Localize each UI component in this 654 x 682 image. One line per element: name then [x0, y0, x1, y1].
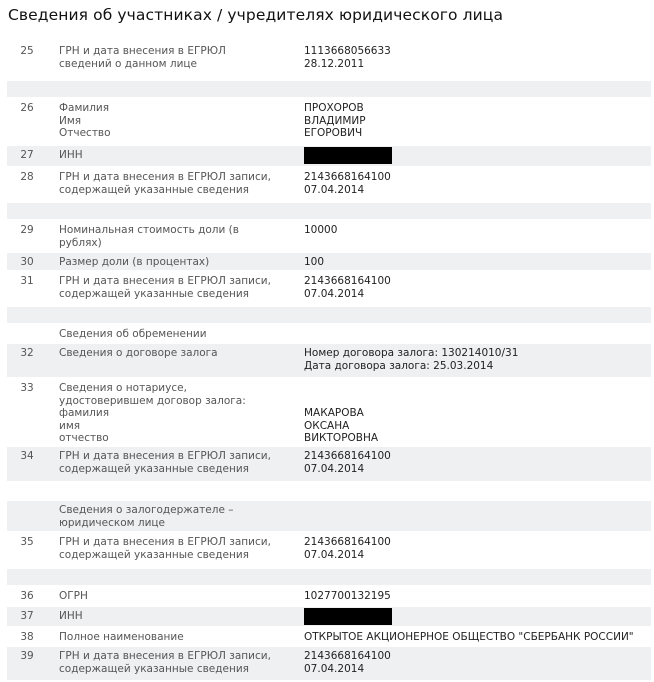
row-label: ГРН и дата внесения в ЕГРЮЛ сведений о данном лице	[59, 45, 226, 70]
row-label: ГРН и дата внесения в ЕГРЮЛ записи, содержащей указанные сведения	[59, 450, 271, 475]
row-label: ОГРН	[59, 590, 88, 602]
row-value: 2143668164100 07.04.2014	[304, 450, 391, 475]
table-row	[7, 344, 651, 379]
row-number: 30	[20, 256, 34, 268]
row-label: Сведения о нотариусе, удостоверившем договор залога: фамилия имя отчество	[59, 382, 246, 444]
row-value: 100	[304, 256, 325, 268]
row-number: 32	[20, 347, 34, 359]
row-number: 31	[20, 275, 34, 287]
row-number: 36	[20, 590, 34, 602]
row-value: 2143668164100 07.04.2014	[304, 171, 391, 196]
row-number: 28	[20, 171, 34, 183]
row-number: 39	[20, 650, 34, 662]
row-number: 27	[20, 149, 34, 161]
row-value: 1113668056633 28.12.2011	[304, 45, 391, 70]
table-row	[7, 607, 651, 628]
row-label: Сведения об обременении	[59, 328, 207, 340]
table-row	[7, 325, 651, 344]
row-label: ИНН	[59, 149, 83, 161]
row-number: 34	[20, 450, 34, 462]
table-row	[7, 81, 651, 99]
table-row	[7, 307, 651, 325]
row-label: ГРН и дата внесения в ЕГРЮЛ записи, содержащей указанные сведения	[59, 275, 271, 300]
row-label: Сведения о залогодержателе – юридическом лице	[59, 504, 234, 529]
table-row	[7, 203, 651, 221]
row-label: ГРН и дата внесения в ЕГРЮЛ записи, содержащей указанные сведения	[59, 536, 271, 561]
row-value: 2143668164100 07.04.2014	[304, 650, 391, 675]
row-value: ОТКРЫТОЕ АКЦИОНЕРНОЕ ОБЩЕСТВО "СБЕРБАНК РОССИИ"	[304, 631, 634, 643]
row-label: Размер доли (в процентах)	[59, 256, 210, 268]
row-label: ИНН	[59, 610, 83, 622]
row-value: Номер договора залога: 130214010/31 Дата договора залога: 25.03.2014	[304, 347, 519, 372]
table-row	[7, 501, 651, 533]
table-row	[7, 42, 651, 81]
row-label: ГРН и дата внесения в ЕГРЮЛ записи, содержащей указанные сведения	[59, 650, 271, 675]
participants-table	[7, 42, 651, 682]
redacted-value	[304, 608, 392, 625]
table-row	[7, 483, 651, 501]
table-row	[7, 628, 651, 647]
page-title: Сведения об участниках / учредителях юридического лица	[8, 6, 504, 24]
row-value: МАКАРОВА ОКСАНА ВИКТОРОВНА	[304, 407, 379, 444]
table-row	[7, 168, 651, 203]
redacted-value	[304, 147, 392, 164]
table-row	[7, 221, 651, 253]
table-row	[7, 587, 651, 607]
row-value: 1027700132195	[304, 590, 391, 602]
table-row	[7, 647, 651, 682]
row-label: Сведения о договоре залога	[59, 347, 218, 359]
row-label: Фамилия Имя Отчество	[59, 102, 111, 139]
table-row	[7, 146, 651, 168]
row-number: 26	[20, 102, 34, 114]
row-number: 29	[20, 224, 34, 236]
table-row	[7, 253, 651, 272]
row-number: 38	[20, 631, 34, 643]
table-row	[7, 379, 651, 447]
row-value: 2143668164100 07.04.2014	[304, 536, 391, 561]
table-row	[7, 99, 651, 146]
row-value: 2143668164100 07.04.2014	[304, 275, 391, 300]
row-number: 33	[20, 382, 34, 394]
table-row	[7, 533, 651, 569]
table-row	[7, 447, 651, 483]
row-label: Полное наименование	[59, 631, 184, 643]
row-number: 35	[20, 536, 34, 548]
table-row	[7, 569, 651, 587]
row-value: 10000	[304, 224, 338, 236]
row-number: 25	[20, 45, 34, 57]
row-label: Номинальная стоимость доли (в рублях)	[59, 224, 239, 249]
row-value: ПРОХОРОВ ВЛАДИМИР ЕГОРОВИЧ	[304, 102, 366, 139]
table-row	[7, 272, 651, 307]
row-label: ГРН и дата внесения в ЕГРЮЛ записи, содержащей указанные сведения	[59, 171, 271, 196]
row-number: 37	[20, 610, 34, 622]
